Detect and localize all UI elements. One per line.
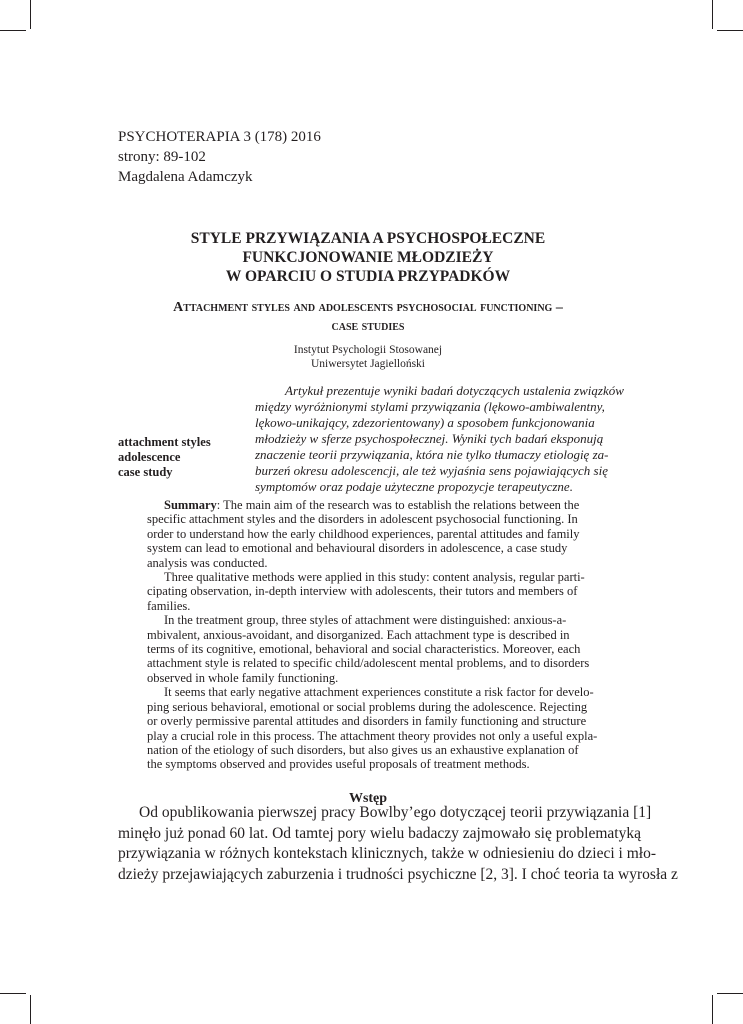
crop-mark-top-left-h: [0, 30, 26, 31]
keyword: adolescence: [118, 450, 181, 464]
journal-name: PSYCHOTERAPIA 3 (178) 2016: [118, 129, 321, 145]
summary-line: system can lead to emotional and behavioural disorders in adolescence, a case study: [147, 541, 568, 556]
crop-mark-top-right-v: [712, 0, 713, 29]
article-title: [118, 229, 618, 286]
summary-line: attachment style is related to specific child/adolescent mental problems, and to disorders: [147, 656, 590, 671]
summary-line: nation of the etiology of such disorders, but also gives us an exhaustive explanation of: [147, 742, 579, 757]
polish-abstract: [255, 383, 622, 495]
body-line: minęło już ponad 60 lat. Od tamtej pory wielu badaczy zajmowało się problematyką: [118, 824, 641, 842]
section-heading: Wstęp: [348, 791, 388, 806]
summary-line: play a crucial role in this process. The attachment theory provides not only a useful expla-: [147, 728, 598, 743]
title-line: STYLE PRZYWIĄZANIA A PSYCHOSPOŁECZNE: [190, 230, 546, 247]
summary-line: cipating observation, in-depth interview with adolescents, their tutors and members of: [147, 584, 578, 599]
summary-paragraph: [147, 498, 594, 570]
crop-mark-bottom-right-h: [717, 993, 743, 994]
summary-line: the symptoms observed and provides useful proposals of treatment methods.: [147, 757, 530, 772]
affiliation: [118, 343, 618, 371]
summary-line: families.: [147, 598, 191, 613]
abstract-line: Artykuł prezentuje wyniki badań dotyczących ustalenia związków: [285, 383, 624, 398]
title-line: W OPARCIU O STUDIA PRZYPADKÓW: [225, 268, 511, 285]
page-range: strony: 89-102: [118, 149, 206, 165]
body-line: przywiązania w różnych kontekstach klinicznych, także w odniesieniu do dzieci i mło-: [118, 845, 657, 862]
summary-label: Summary: [164, 498, 217, 512]
body-line: dzieży przejawiających zaburzenia i trudności psychiczne [2, 3]. I choć teoria ta wyrosła z: [118, 865, 678, 883]
crop-mark-top-right-h: [717, 30, 743, 31]
summary-line: order to understand how the early childhood experiences, parental attitudes and family: [147, 526, 580, 541]
summary-line: It seems that early negative attachment experiences constitute a risk factor for develo-: [164, 685, 594, 700]
keyword: attachment styles: [118, 435, 211, 449]
summary-paragraph: [147, 570, 594, 613]
subtitle-line: Attachment styles and adolescents psychosocial functioning –: [173, 300, 563, 315]
abstract-line: między wyróżnionymi stylami przywiązania (lękowo-ambiwalentny,: [255, 399, 605, 414]
subtitle-line: case studies: [331, 319, 405, 334]
abstract-line: burzeń okresu adolescencji, ale też wyjaśnia sens pojawiających się: [255, 463, 608, 478]
institute-name: Instytut Psychologii Stosowanej: [293, 344, 443, 356]
summary-line: analysis was conducted.: [147, 555, 268, 570]
crop-mark-bottom-left-v: [30, 995, 31, 1024]
abstract-line: lękowo-unikający, zdezorientowany) a sposobem funkcjonowania: [255, 415, 595, 430]
summary-paragraph: [147, 613, 594, 685]
abstract-line: symptomów oraz podaje użyteczne propozycje terapeutyczne.: [255, 479, 573, 494]
body-line: Od opublikowania pierwszej pracy Bowlby’ego dotyczącej teorii przywiązania [1]: [139, 804, 652, 821]
title-line: FUNKCJONOWANIE MŁODZIEŻY: [242, 249, 494, 266]
body-text: [118, 803, 678, 885]
summary-paragraph: [147, 685, 598, 772]
keywords: [118, 435, 211, 480]
abstract-line: znaczenie teorii przywiązania, która nie tylko tłumaczy etiologię za-: [255, 447, 609, 462]
crop-mark-top-left-v: [30, 0, 31, 29]
university-name: Uniwersytet Jagielloński: [310, 358, 426, 370]
crop-mark-bottom-left-h: [0, 993, 26, 994]
summary-line: ping serious behavioral, emotional or social problems during the adolescence. Rejecting: [147, 699, 588, 714]
english-summary: [147, 498, 598, 772]
summary-line: Summary: The main aim of the research was to establish the relations between the: [164, 498, 580, 512]
summary-line: observed in whole family functioning.: [147, 670, 339, 685]
keyword: case study: [118, 465, 173, 479]
summary-line: mbivalent, anxious-avoidant, and disorganized. Each attachment type is described in: [147, 627, 570, 642]
summary-line: terms of its cognitive, emotional, behavioral and social characteristics. Moreover, each: [147, 642, 581, 657]
abstract-line: młodzieży w sferze psychospołecznej. Wyniki tych badań eksponują: [255, 431, 604, 446]
crop-mark-bottom-right-v: [712, 995, 713, 1024]
summary-line: specific attachment styles and the disorders in adolescent psychosocial functioning. In: [147, 512, 578, 527]
article-header: [118, 127, 321, 187]
author-name: Magdalena Adamczyk: [118, 169, 253, 185]
summary-line: or overly permissive parental attitudes and disorders in family functioning and structure: [147, 714, 587, 729]
english-title: [118, 298, 618, 336]
summary-line: Three qualitative methods were applied in this study: content analysis, regular parti-: [164, 570, 585, 585]
summary-line: In the treatment group, three styles of attachment were distinguished: anxious-a-: [164, 613, 567, 628]
